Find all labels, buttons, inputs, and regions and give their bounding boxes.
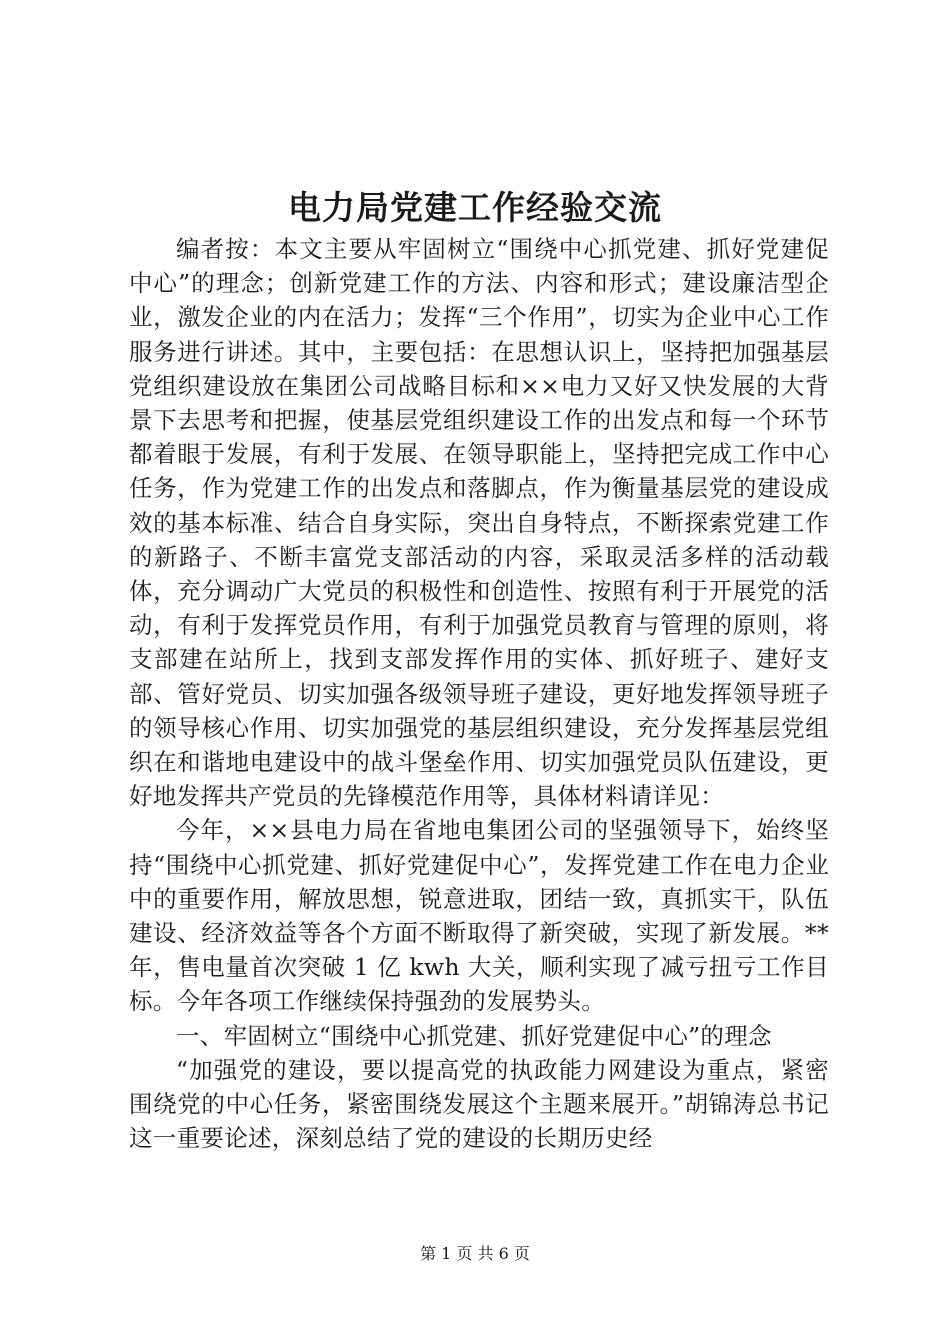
document-body: [129, 232, 829, 1155]
page-footer: 第 1 页 共 6 页: [420, 1244, 530, 1263]
editor-note-paragraph: 编者按：本文主要从牢固树立“围绕中心抓党建、抓好党建促中心”的理念；创新党建工作的方法、内容和形式；建设廉洁型企业，激发企业的内在活力；发挥“三个作用”，切实为企业中心工作服务进行讲述。其中，主要包括：在思想认识上，坚持把加强基层党组织建设放在集团公司战略目标和××电力又好又快发展的大背景下去思考和把握，使基层党组织建设工作的出发点和每一个环节都着眼于发展，有利于发展、在领导职能上，坚持把完成工作中心任务，作为党建工作的出发点和落脚点，作为衡量基层党的建设成效的基本标准、结合自身实际，突出自身特点，不断探索党建工作的新路子、不断丰富党支部活动的内容，采取灵活多样的活动载体，充分调动广大党员的积极性和创造性、按照有利于开展党的活动，有利于发挥党员作用，有利于加强党员教育与管理的原则，将支部建在站所上，找到支部发挥作用的实体、抓好班子、建好支部、管好党员、切实加强各级领导班子建设，更好地发挥领导班子的领导核心作用、切实加强党的基层组织建设，充分发挥基层党组织在和谐地电建设中的战斗堡垒作用、切实加强党员队伍建设，更好地发挥共产党员的先锋模范作用等，具体材料请详见：: [129, 235, 829, 811]
quote-paragraph: “加强党的建设，要以提高党的执政能力网建设为重点，紧密围绕党的中心任务，紧密围绕发展这个主题来展开。”胡锦涛总书记这一重要论述，深刻总结了党的建设的长期历史经: [129, 1055, 829, 1153]
document-title: 电力局党建工作经验交流: [288, 188, 662, 227]
section-heading-1: 一、牢固树立“围绕中心抓党建、抓好党建促中心”的理念: [176, 1021, 772, 1050]
intro-paragraph: 今年，××县电力局在省地电集团公司的坚强领导下，始终坚持“围绕中心抓党建、抓好党建促中心”，发挥党建工作在电力企业中的重要作用，解放思想，锐意进取，团结一致，真抓实干，队伍建设、经济效益等各个方面不断取得了新突破，实现了新发展。**年，售电量首次突破 1 亿 kwh 大关，顺利实现了减亏扭亏工作目标。今年各项工作继续保持强劲的发展势头。: [129, 816, 829, 1016]
